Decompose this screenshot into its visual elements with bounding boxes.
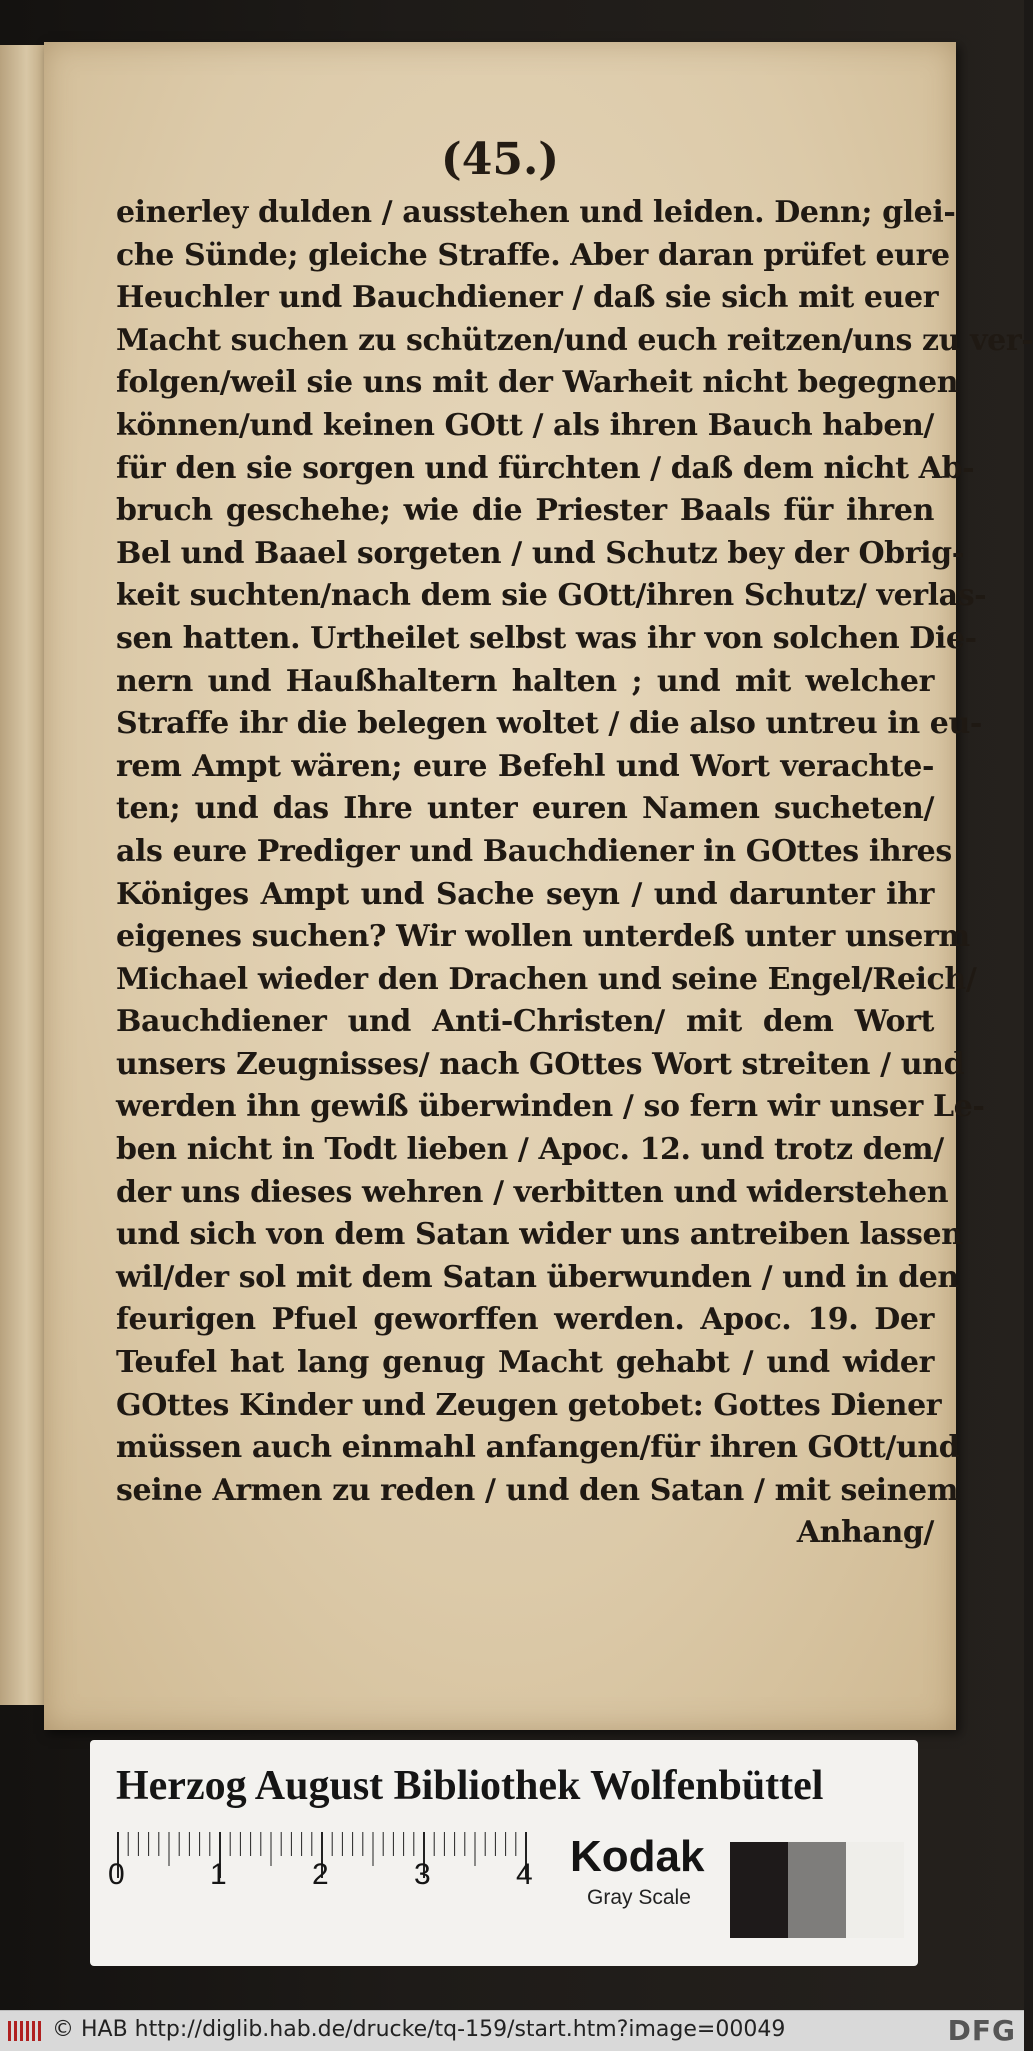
- footer-bar: [0, 2010, 1024, 2051]
- text-line: nern und Haußhaltern halten ; und mit welcher: [116, 663, 934, 699]
- text-line: wil/der sol mit dem Satan überwunden / und in den: [116, 1259, 959, 1295]
- library-name: Herzog August Bibliothek Wolfenbüttel: [116, 1763, 824, 1809]
- text-line: Königes Ampt und Sache seyn / und darunter ihr: [116, 876, 934, 912]
- text-block: [116, 192, 1033, 1555]
- text-line: Straffe ihr die belegen woltet / die also untreu in eu-: [116, 706, 982, 742]
- text-line: können/und keinen GOtt / als ihren Bauch haben/: [116, 407, 934, 443]
- text-line: der uns dieses wehren / verbitten und widerstehen: [116, 1174, 949, 1210]
- text-line: unsers Zeugnisses/ nach GOttes Wort streiten / und: [116, 1046, 965, 1082]
- ruler-label-0: 0: [108, 1858, 125, 1891]
- text-line: einerley dulden / ausstehen und leiden. Denn; glei-: [116, 195, 956, 230]
- gray-scale-label: Gray Scale: [587, 1886, 691, 1909]
- text-line: eigenes suchen? Wir wollen unterdeß unter unserm: [116, 919, 970, 955]
- ruler-label-3: 3: [414, 1858, 431, 1891]
- text-line: bruch geschehe; wie die Priester Baals für ihren: [116, 493, 934, 529]
- text-line: keit suchten/nach dem sie GOtt/ihren Schutz/ verlas-: [116, 578, 987, 614]
- ruler-label-1: 1: [210, 1858, 227, 1891]
- text-line: folgen/weil sie uns mit der Warheit nicht begegnen: [116, 365, 959, 401]
- text-line: für den sie sorgen und fürchten / daß dem nicht Ab-: [116, 450, 975, 486]
- text-line: als eure Prediger und Bauchdiener in GOttes ihres: [116, 833, 952, 869]
- library-logo-icon: [6, 2017, 46, 2045]
- text-line: Bel und Baael sorgeten / und Schutz bey der Obrig-: [116, 535, 964, 571]
- text-line: GOttes Kinder und Zeugen getobet: Gottes Diener: [116, 1387, 942, 1423]
- text-line: ten; und das Ihre unter euren Namen sucheten/: [116, 791, 934, 827]
- show-through-text: [120, 1565, 129, 1595]
- text-line: Teufel hat lang genug Macht gehabt / und wider: [116, 1345, 934, 1381]
- text-line: werden ihn gewiß überwinden / so fern wir unser Le-: [116, 1089, 985, 1125]
- book-page: [44, 42, 1033, 1730]
- text-line: seine Armen zu reden / und den Satan / mit seinem: [116, 1472, 959, 1508]
- text-line: rem Ampt wären; eure Befehl und Wort verachte-: [116, 748, 934, 784]
- kodak-logo: Kodak: [570, 1832, 705, 1881]
- citation-link[interactable]: © HAB http://diglib.hab.de/drucke/tq-159/start.htm?image=00049: [52, 2017, 786, 2042]
- text-line: Michael wieder den Drachen und seine Engel/Reich/: [116, 961, 977, 997]
- text-line: ben nicht in Todt lieben / Apoc. 12. und trotz dem/: [116, 1132, 944, 1168]
- dfg-logo: DFG: [947, 2014, 1016, 2047]
- gray-swatch-dark: [730, 1842, 788, 1938]
- gray-swatch-light: [846, 1842, 904, 1938]
- text-line: Bauchdiener und Anti-Christen/ mit dem Wort: [116, 1004, 934, 1040]
- text-line: müssen auch einmahl anfangen/für ihren GOtt/und: [116, 1430, 960, 1466]
- color-calibration-card: [90, 1740, 918, 1966]
- text-line: Macht suchen zu schützen/und euch reitzen/uns zu ver-: [116, 322, 1033, 358]
- catchword: Anhang/: [796, 1515, 934, 1551]
- gray-swatch-mid: [788, 1842, 846, 1938]
- text-line: und sich von dem Satan wider uns antreiben lassen: [116, 1217, 963, 1253]
- text-line: che Sünde; gleiche Straffe. Aber daran prüfet eure: [116, 237, 950, 273]
- text-line: Heuchler und Bauchdiener / daß sie sich mit euer: [116, 280, 939, 316]
- ruler-label-4: 4: [516, 1858, 533, 1891]
- adjacent-page-edge: [0, 45, 47, 1705]
- ruler-label-2: 2: [312, 1858, 329, 1891]
- text-line: feurigen Pfuel geworffen werden. Apoc. 19. Der: [116, 1302, 934, 1338]
- page-number: (45.): [440, 134, 560, 185]
- text-line: sen hatten. Urtheilet selbst was ihr von solchen Die-: [116, 620, 977, 656]
